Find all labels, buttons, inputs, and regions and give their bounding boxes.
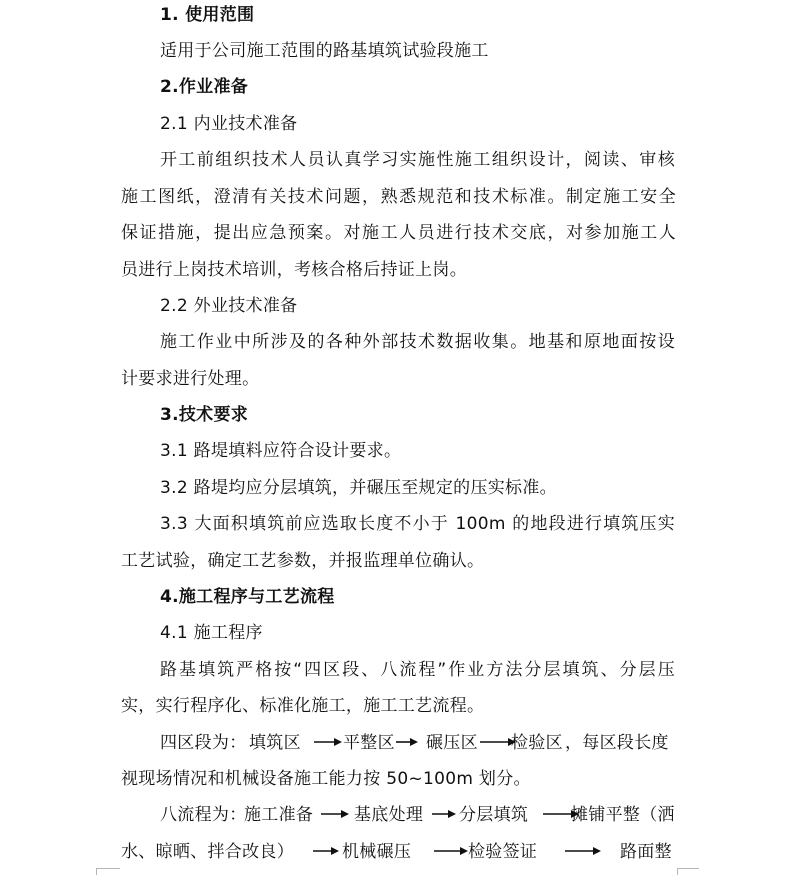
four-zones-step-3: 碾压区 <box>426 733 478 753</box>
four-zones-step-4: 检验区 <box>511 733 563 753</box>
paragraph-line: 施工图纸，澄清有关技术问题，熟悉规范和技术标准。制定施工安全 <box>121 187 676 207</box>
paragraph-line: 实，实行程序化、标准化施工，施工工艺流程。 <box>121 696 485 716</box>
eight-flows-step-7: 路面整 <box>620 842 672 862</box>
paragraph-line: 开工前组织技术人员认真学习实施性施工组织设计，阅读、审核 <box>160 150 675 170</box>
eight-flows-step-2: 基底处理 <box>354 805 424 825</box>
crop-mark <box>96 868 120 869</box>
paragraph-line: 工艺试验，确定工艺参数，并报监理单位确认。 <box>121 551 485 571</box>
section-3-1-item: 3.1 路堤填料应符合设计要求。 <box>160 441 402 461</box>
section-4-heading: 4.施工程序与工艺流程 <box>160 587 335 607</box>
section-3-3-item: 3.3 大面积填筑前应选取长度不小于 100m 的地段进行填筑压实 <box>160 514 675 534</box>
section-1-text: 适用于公司施工范围的路基填筑试验段施工 <box>160 41 489 61</box>
flow-arrow-icon <box>434 846 468 856</box>
flow-arrow-icon <box>565 846 601 856</box>
paragraph-line: 施工作业中所涉及的各种外部技术数据收集。地基和原地面按设 <box>160 332 675 352</box>
eight-flows-step-6: 检验签证 <box>468 842 538 862</box>
paragraph-line: 员进行上岗技术培训，考核合格后持证上岗。 <box>121 260 467 280</box>
section-2-1-title: 2.1 内业技术准备 <box>160 114 298 134</box>
paragraph-line: 路基填筑严格按“四区段、八流程”作业方法分层填筑、分层压 <box>160 660 675 680</box>
crop-mark <box>677 868 699 869</box>
eight-flows-step-4-cont: 水、晾晒、拌合改良） <box>121 842 294 862</box>
flow-arrow-icon <box>396 737 418 747</box>
section-2-2-title: 2.2 外业技术准备 <box>160 296 298 316</box>
four-zones-tail: ，每区段长度 <box>565 733 669 753</box>
section-3-heading: 3.技术要求 <box>160 405 249 425</box>
eight-flows-label: 八流程为： <box>160 805 247 825</box>
section-4-1-title: 4.1 施工程序 <box>160 623 263 643</box>
flow-arrow-icon <box>314 737 342 747</box>
section-1-heading: 1. 使用范围 <box>160 5 255 25</box>
eight-flows-step-3: 分层填筑 <box>459 805 529 825</box>
paragraph-line: 保证措施，提出应急预案。对施工人员进行技术交底，对参加施工人 <box>121 223 676 243</box>
flow-arrow-icon <box>321 809 349 819</box>
four-zones-step-2: 平整区 <box>343 733 395 753</box>
flow-arrow-icon <box>313 846 339 856</box>
crop-mark <box>677 868 678 875</box>
eight-flows-step-1: 施工准备 <box>244 805 314 825</box>
four-zones-step-1: 填筑区 <box>249 733 301 753</box>
paragraph-line: 视现场情况和机械设备施工能力按 50~100m 划分。 <box>121 769 531 789</box>
crop-mark <box>96 868 97 875</box>
eight-flows-step-5: 机械碾压 <box>342 842 412 862</box>
section-3-2-item: 3.2 路堤均应分层填筑，并碾压至规定的压实标准。 <box>160 478 557 498</box>
paragraph-line: 计要求进行处理。 <box>121 369 260 389</box>
eight-flows-step-4: 摊铺平整（洒 <box>571 805 675 825</box>
four-zones-label: 四区段为： <box>160 733 247 753</box>
section-2-heading: 2.作业准备 <box>160 77 249 97</box>
flow-arrow-icon <box>432 809 456 819</box>
